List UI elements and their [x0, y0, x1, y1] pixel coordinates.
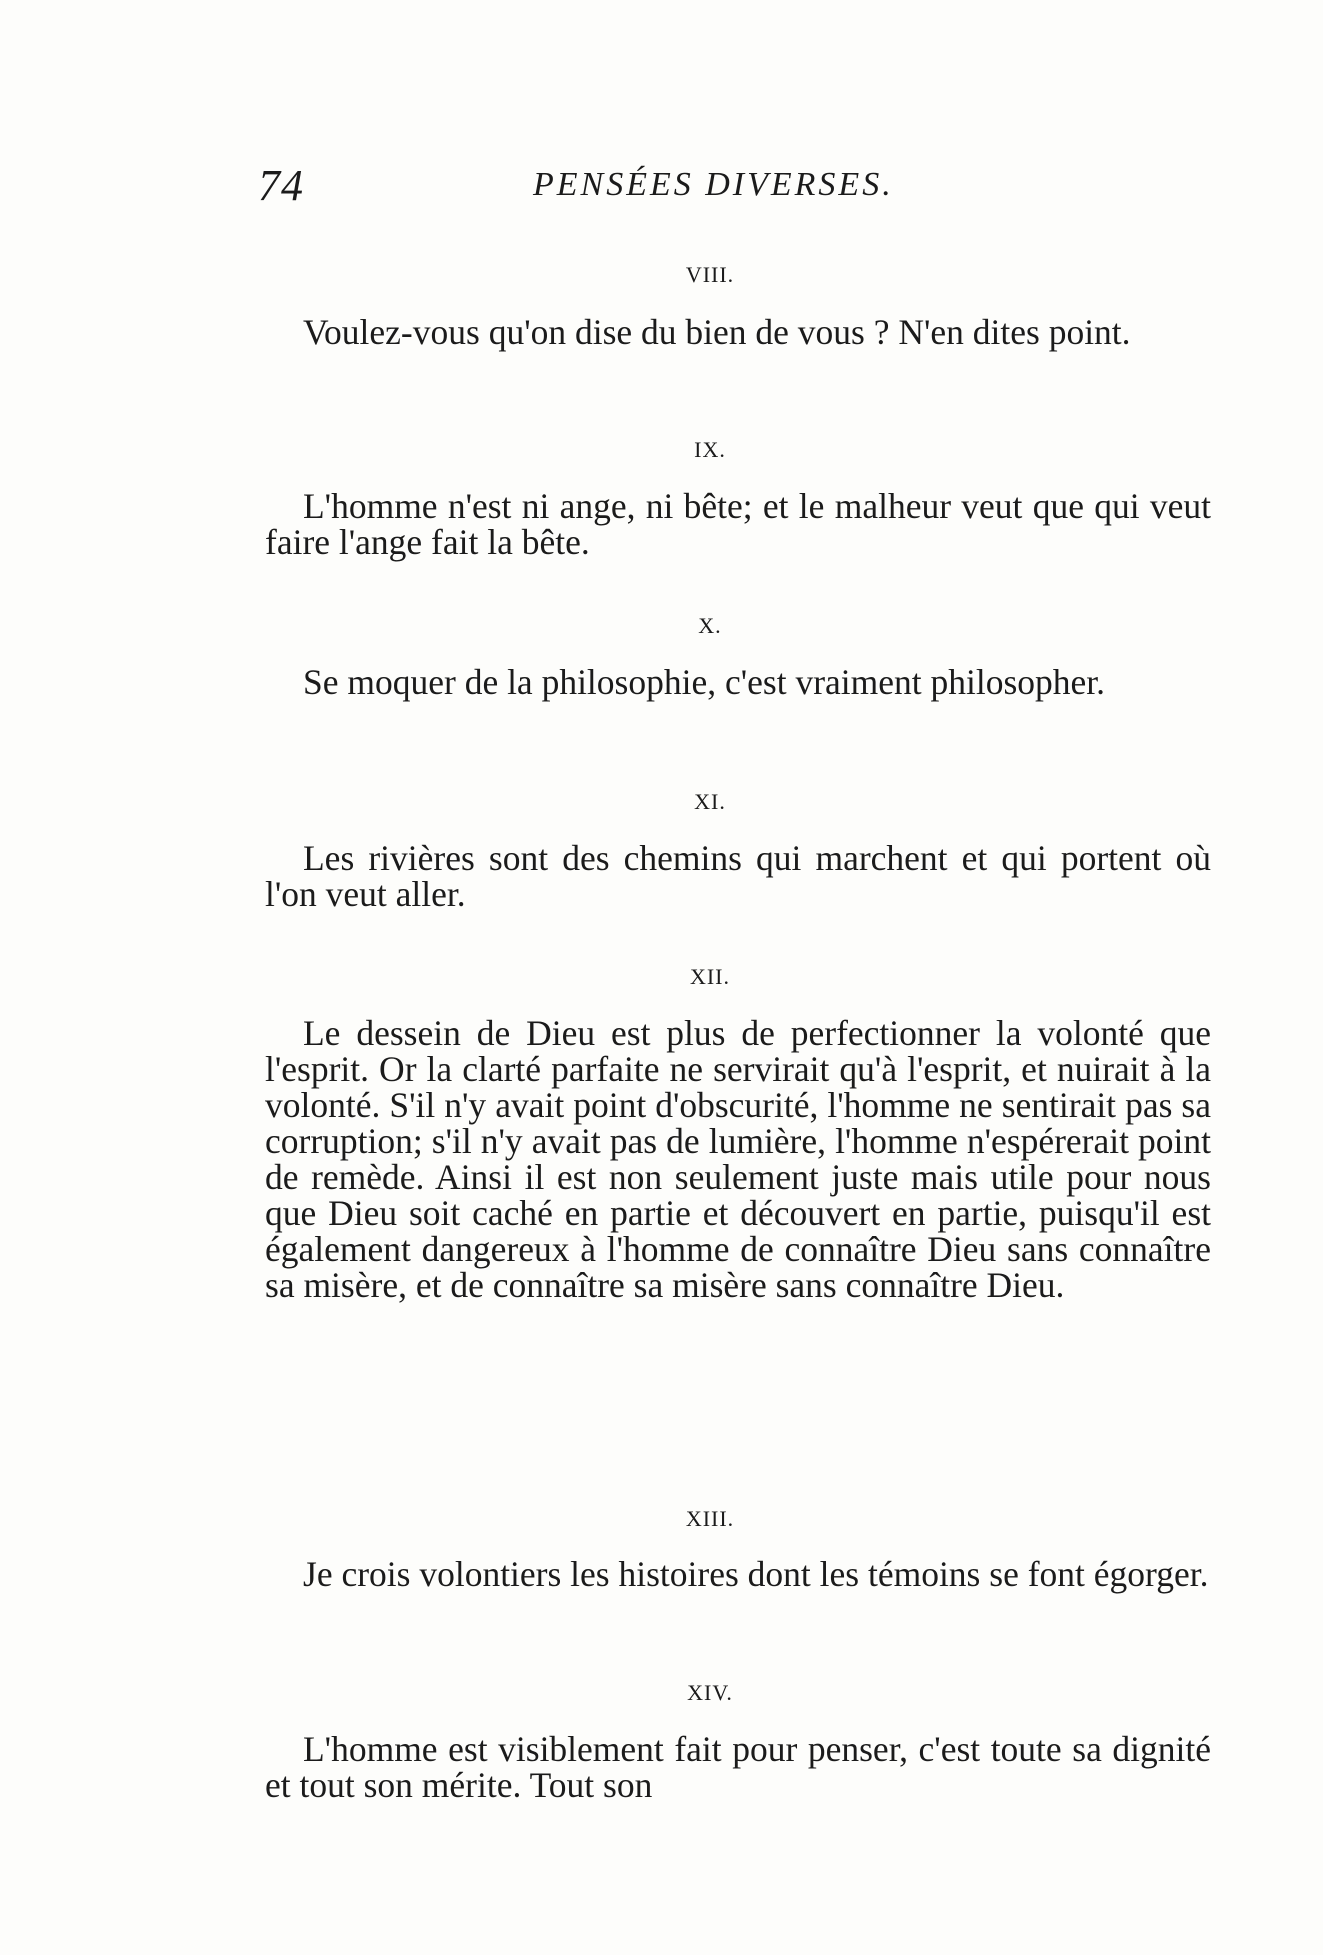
section-number: VIII.	[685, 262, 735, 287]
page-number: 74	[258, 161, 304, 210]
section-number: XIV.	[687, 1680, 733, 1705]
section-text: Je crois volontiers les histoires dont les témoins se font égorger.	[303, 1554, 1209, 1594]
running-title: PENSÉES DIVERSES.	[533, 166, 894, 203]
section-number: XIII.	[685, 1506, 735, 1531]
page-header	[258, 160, 1208, 210]
section-number: IX.	[694, 437, 726, 462]
section-number: XI.	[694, 789, 726, 814]
section-number: XII.	[689, 964, 731, 989]
section-text: Se moquer de la philosophie, c'est vraiment philosopher.	[303, 662, 1106, 702]
section-text: L'homme n'est ni ange, ni bête; et le malheur veut que qui veut faire l'ange fait la bête.	[265, 486, 1211, 562]
section-text: Le dessein de Dieu est plus de perfectionner la volonté que l'esprit. Or la clarté parfaite ne servirait qu'à l'esprit, et nuirait à la volonté. S'il n'y avait point d'obscurité, l'homme ne sentirait pas sa corruption; s'il n'y avait pas de lumière, l'homme n'espérerait point de remède. Ainsi il est non seulement juste mais utile pour nous que Dieu soit caché en partie et découvert en partie, puisqu'il est également dangereux à l'homme de connaître Dieu sans connaître sa misère, et de connaître sa misère sans connaître Dieu.	[265, 1013, 1211, 1305]
section-number: X.	[698, 613, 722, 638]
section-text: L'homme est visiblement fait pour penser, c'est toute sa dignité et tout son mérite. Tout son	[265, 1729, 1211, 1805]
section-text: Les rivières sont des chemins qui marchent et qui portent où l'on veut aller.	[265, 838, 1211, 914]
section-text: Voulez-vous qu'on dise du bien de vous ? N'en dites point.	[303, 312, 1131, 352]
